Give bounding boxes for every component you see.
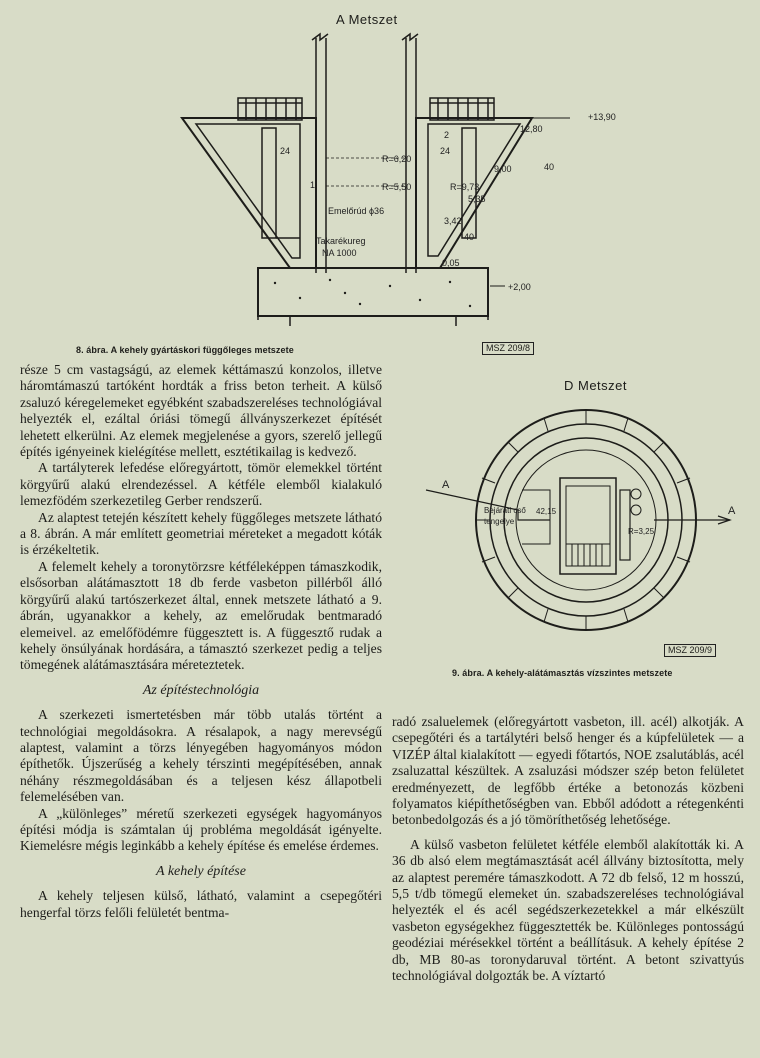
label-a-left: A bbox=[442, 479, 450, 491]
label-v900: 9,00 bbox=[494, 164, 512, 174]
label-bejarati1: Bejárati cső bbox=[484, 506, 526, 515]
section-heading-technology: Az építéstechnológia bbox=[142, 682, 260, 698]
label-d24b: 24 bbox=[440, 146, 451, 156]
label-elev1390: +13,90 bbox=[588, 112, 616, 122]
label-v535: 5,35 bbox=[468, 194, 486, 204]
left-paragraph-3: Az alaptest tetején készített kehely függőleges metszete látható a 8. ábrán. A már említett geometriai méreteket a megadott kóták is érzékeltetik. bbox=[20, 509, 382, 558]
label-r973: R=9,73 bbox=[450, 182, 480, 192]
label-v1: 1 bbox=[310, 180, 316, 190]
right-column bbox=[392, 714, 744, 985]
right-paragraph-2: A külső vasbeton felületet kétféle elemből alakították ki. A 36 db alsó elem megtámasztását acél állvány biztosította, mely az alaptest peremére támaszkodott. A 72 db felső, 12 m hosszú, 5,5 t/db tömegű elemeket ún. szabadszereléses technológiával helyezték el és acél segédszerkezetekkel a már elkészült vasbeton egységekhez függesztették be. Különleges pontosságú geodéziai mérésekkel történt a beállításuk. A kehely építése 2 db, MB 80-as toronydaruval történt. A betont szivattyús technológiával dolgozták be. A víztartó bbox=[392, 836, 744, 984]
left-paragraph-2: A tartályterek lefedése előregyártott, tömör elemekkel történt körgyűrű alakú elrendezéssel. A kétféle elemből kialakuló lemezfödém szerkezetileg Gerber rendszerű. bbox=[20, 460, 382, 509]
label-v342: 3,42 bbox=[444, 216, 462, 226]
label-r620: R=6,20 bbox=[382, 154, 412, 164]
figure9-caption: 9. ábra. A kehely-alátámasztás vízszintes metszete bbox=[452, 668, 673, 678]
label-v2: 2 bbox=[444, 130, 450, 140]
label-v40a: 40 bbox=[544, 162, 555, 172]
label-bejarati2: tengelye bbox=[484, 517, 515, 526]
left-paragraph-5: A szerkezeti ismertetésben már több utalás történt a technológiai megoldásokra. A résalapok, a nagy merevségű alaptest, valamint a törzs lényegében hagyományos módon építhetők. Újszerűség a kehely térszinti megépítésében, annak néhány részmegoldásában és a teljesen kész állapotbeli felemelésében van. bbox=[20, 707, 382, 805]
left-paragraph-4: A felemelt kehely a toronytörzsre kétféleképpen támaszkodik, elsősorban alátámasztott 18 db ferde vasbeton pillérből álló körgyűrű alakú tartószerkezet által, ennek metszete látható a 9. ábrán, ugyanakkor a kehely, az emelőrudak bentmaradó elemeivel. az emelőfödémre függesztett is. A függesztő rudak a kehely önsúlyának hordására, a támasztó szerkezet pedig a teljes tömegének alátámasztására méreteztetek. bbox=[20, 558, 382, 673]
left-paragraph-6: A „különleges” méretű szerkezeti egységek hagyományos építési módja is számtalan új probléma megoldását igényelte. Kiemelésre mégis leginkább a kehely építése és emelése érdemes. bbox=[20, 805, 382, 854]
label-v4215: 42,15 bbox=[536, 507, 557, 516]
figure8-caption: 8. ábra. A kehely gyártáskori függőleges metszete bbox=[76, 345, 294, 355]
figure9-title: D Metszet bbox=[564, 378, 628, 393]
label-v40b: 40 bbox=[464, 232, 475, 242]
label-r325: R=3,25 bbox=[628, 527, 655, 536]
left-column bbox=[20, 362, 382, 921]
label-elev1280: 12,80 bbox=[520, 124, 543, 134]
label-na: NA 1000 bbox=[322, 248, 357, 258]
figure9-drawing bbox=[400, 394, 760, 664]
label-elev200: +2,00 bbox=[508, 282, 531, 292]
label-emelorud: Emelőrúd ϕ36 bbox=[328, 206, 385, 216]
label-d24a: 24 bbox=[280, 146, 291, 156]
figure8-title: A Metszet bbox=[336, 12, 398, 27]
label-takarek: Takarékureg bbox=[316, 236, 366, 246]
figure9-stamp: MSZ 209/9 bbox=[664, 644, 716, 657]
figure8-drawing bbox=[0, 28, 760, 328]
label-v005: 0,05 bbox=[442, 258, 460, 268]
label-r550: R=5,50 bbox=[382, 182, 412, 192]
left-paragraph-1: része 5 cm vastagságú, az elemek kéttámaszú konzolos, illetve háromtámaszú tartóként hordták a friss beton terheit. A külső zsaluzó kéregelemeket egyébként szabadszereléses technológiával helyezték el, ezáltal óriási tömegű állványszerkezet építését lehetett elkerülni. Az elemek megjelenése a gyors, szerelő jellegű építés igényeinek kielégítése mellett, esztétikailag is kedvező. bbox=[20, 362, 382, 460]
label-a-right: A bbox=[728, 505, 736, 517]
left-paragraph-7: A kehely teljesen külső, látható, valamint a csepegőtéri hengerfal törzs felőli felületét bentma- bbox=[20, 888, 382, 920]
right-paragraph-1: radó zsaluelemek (előregyártott vasbeton, ill. acél) alkotják. A csepegőtéri és a tartálytéri belső henger és a kúpfelületek — a VIZÉP által kialakított — egyedi főtartós, NOE zsalutáblás, acél zsaluzattal készültek. A zsaluzási módszer szép beton felületet eredményezett, de legfőbb értéke a betonozás közbeni folyamatos kiépíthetőségben van. Ebből adódott a rétegenkénti betonbedolgozás és a jó tömöríthetőség lehetősége. bbox=[392, 714, 744, 828]
figure8-stamp: MSZ 209/8 bbox=[482, 342, 534, 355]
section-heading-kehely: A kehely építése bbox=[156, 863, 246, 879]
